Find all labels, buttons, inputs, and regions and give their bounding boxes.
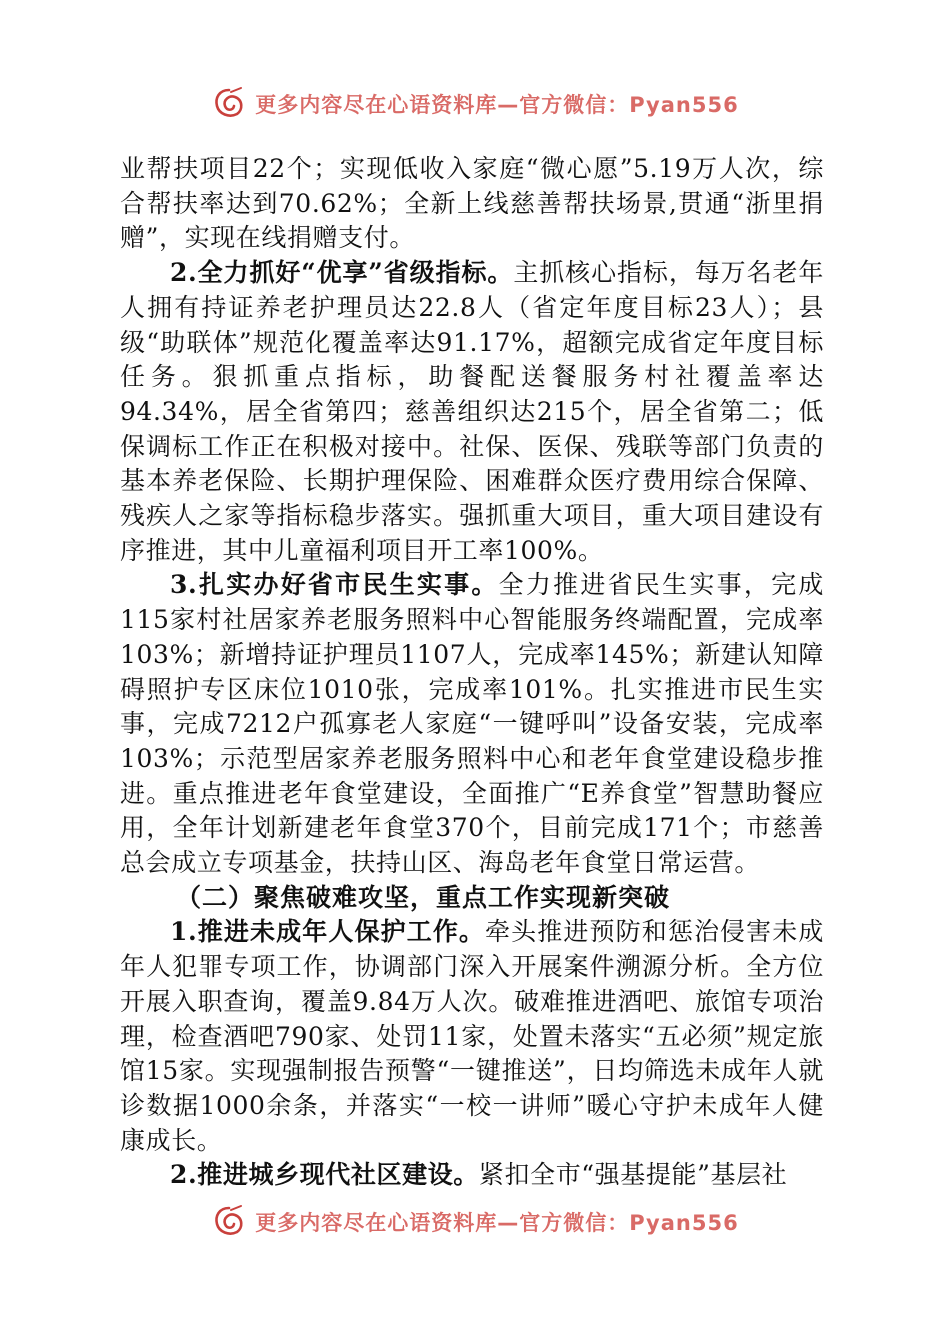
- paragraph-lead: 1.推进未成年人保护工作。: [170, 917, 486, 947]
- paragraph-text: 业帮扶项目22个；实现低收入家庭“微心愿”5.19万人次，综合帮扶率达到70.62%；全新上线慈善帮扶场景,贯通“浙里捐赠”，实现在线捐赠支付。: [120, 154, 824, 253]
- paragraph-lead: 2.全力抓好“优享”省级指标。: [170, 258, 514, 288]
- paragraph-text: 牵头推进预防和惩治侵害未成年人犯罪专项工作，协调部门深入开展案件溯源分析。全方位开展入职查询，覆盖9.84万人次。破难推进酒吧、旅馆专项治理，检查酒吧790家、处罚11家，处置未落实“五必须”规定旅馆15家。实现强制报告预警“一键推送”，日均筛选未成年人就诊数据1000余条，并落实“一校一讲师”暖心守护未成年人健康成长。: [120, 917, 824, 1155]
- paragraph: [120, 256, 824, 568]
- document-body: [120, 152, 824, 1193]
- section-heading: （二）聚焦破难攻坚，重点工作实现新突破: [176, 882, 671, 912]
- swirl-logo-icon: [211, 1204, 247, 1240]
- swirl-logo-icon: [211, 86, 247, 122]
- footer-watermark: [0, 1202, 950, 1242]
- watermark-text: 更多内容尽在心语资料库—官方微信：Pyan556: [255, 93, 739, 117]
- paragraph: [120, 915, 824, 1158]
- paragraph-text: 全力推进省民生实事，完成115家村社居家养老服务照料中心智能服务终端配置，完成率103%；新增持证护理员1107人，完成率145%；新建认知障碍照护专区床位1010张，完成率101%。扎实推进市民生实事，完成7212户孤寡老人家庭“一键呼叫”设备安装，完成率103%；示范型居家养老服务照料中心和老年食堂建设稳步推进。重点推进老年食堂建设，全面推广“E养食堂”智慧助餐应用，全年计划新建老年食堂370个，目前完成171个；市慈善总会成立专项基金，扶持山区、海岛老年食堂日常运营。: [120, 570, 824, 878]
- watermark-text: 更多内容尽在心语资料库—官方微信：Pyan556: [255, 1211, 739, 1235]
- paragraph: [120, 568, 824, 880]
- paragraph-lead: 2.推进城乡现代社区建设。: [170, 1160, 479, 1190]
- paragraph-lead: 3.扎实办好省市民生实事。: [170, 570, 499, 600]
- header-watermark: [0, 84, 950, 124]
- paragraph: [120, 1158, 824, 1193]
- paragraph-text: 紧扣全市“强基提能”基层社: [478, 1160, 788, 1190]
- paragraph: [120, 152, 824, 256]
- paragraph-text: 主抓核心指标，每万名老年人拥有持证养老护理员达22.8人（省定年度目标23人）；县级“助联体”规范化覆盖率达91.17%，超额完成省定年度目标任务。狠抓重点指标，助餐配送餐服务村社覆盖率达94.34%，居全省第四；慈善组织达215个，居全省第二；低保调标工作正在积极对接中。社保、医保、残联等部门负责的基本养老保险、长期护理保险、困难群众医疗费用综合保障、残疾人之家等指标稳步落实。强抓重大项目，重大项目建设有序推进，其中儿童福利项目开工率100%。: [120, 258, 825, 565]
